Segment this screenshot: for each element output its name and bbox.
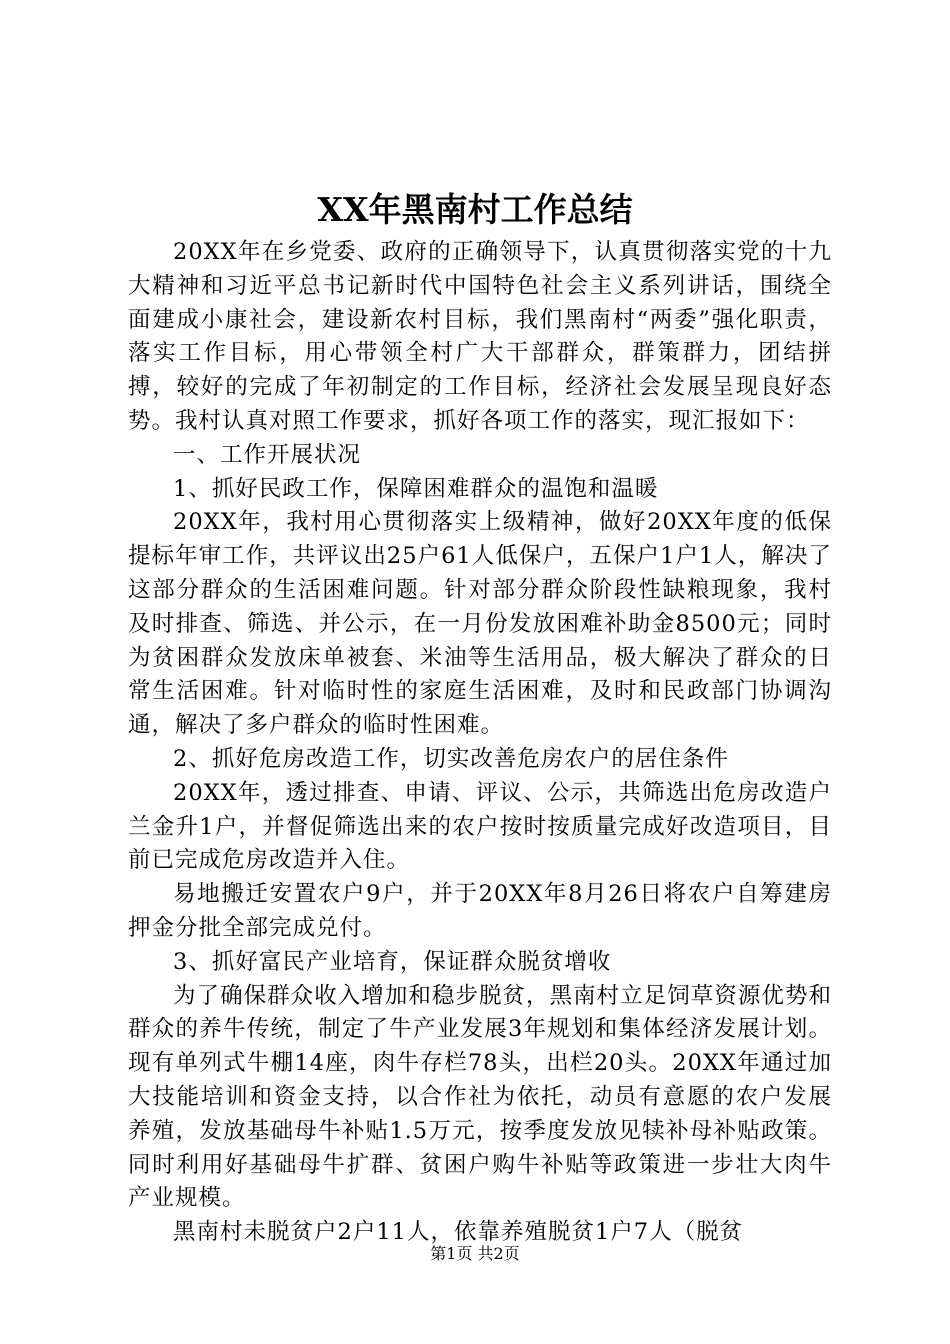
section-heading: 一、工作开展状况	[173, 441, 362, 468]
subsection-heading-industry: 3、抓好富民产业培育，保证群众脱贫增收	[173, 948, 612, 975]
paragraph-intro: 20XX年在乡党委、政府的正确领导下，认真贯彻落实党的十九大精神和习近平总书记新时代中国特色社会主义系列讲话，围绕全面建成小康社会，建设新农村目标，我们黑南村“两委”强化职责，落实工作目标，用心带领全村广大干部群众，群策群力，团结拼搏，较好的完成了年初制定的工作目标，经济社会发展呈现良好态势。我村认真对照工作要求，抓好各项工作的落实，现汇报如下：	[128, 239, 832, 434]
paragraph-industry: 为了确保群众收入增加和稳步脱贫，黑南村立足饲草资源优势和群众的养牛传统，制定了牛产业发展3年规划和集体经济发展计划。现有单列式牛棚14座，肉牛存栏78头，出栏20头。20XX年通过加大技能培训和资金支持，以合作社为依托，动员有意愿的农户发展养殖，发放基础母牛补贴1.5万元，按季度发放见犊补母补贴政策。同时利用好基础母牛扩群、贫困户购牛补贴等政策进一步壮大肉牛产业规模。	[128, 982, 832, 1212]
paragraph-poverty-status: 黑南村未脱贫户2户11人，依靠养殖脱贫1户7人（脱贫	[173, 1219, 744, 1246]
document-title: XX年黑南村工作总结	[317, 190, 633, 229]
document-body	[128, 236, 832, 1250]
subsection-heading-housing: 2、抓好危房改造工作，切实改善危房农户的居住条件	[173, 745, 729, 772]
paragraph-relocation: 易地搬迁安置农户9户，并于20XX年8月26日将农户自筹建房押金分批全部完成兑付。	[128, 881, 832, 941]
subsection-heading-civil-affairs: 1、抓好民政工作，保障困难群众的温饱和温暖	[173, 475, 659, 502]
page-footer: 第1页 共2页	[430, 1244, 520, 1263]
paragraph-civil-affairs: 20XX年，我村用心贯彻落实上级精神，做好20XX年度的低保提标年审工作，共评议出25户61人低保户，五保户1户1人，解决了这部分群众的生活困难问题。针对部分群众阶段性缺粮现象，我村及时排查、筛选、并公示，在一月份发放困难补助金8500元；同时为贫困群众发放床单被套、米油等生活用品，极大解决了群众的日常生活困难。针对临时性的家庭生活困难，及时和民政部门协调沟通，解决了多户群众的临时性困难。	[128, 509, 832, 739]
paragraph-housing: 20XX年，透过排查、申请、评议、公示，共筛选出危房改造户兰金升1户，并督促筛选出来的农户按时按质量完成好改造项目，目前已完成危房改造并入住。	[128, 779, 832, 874]
